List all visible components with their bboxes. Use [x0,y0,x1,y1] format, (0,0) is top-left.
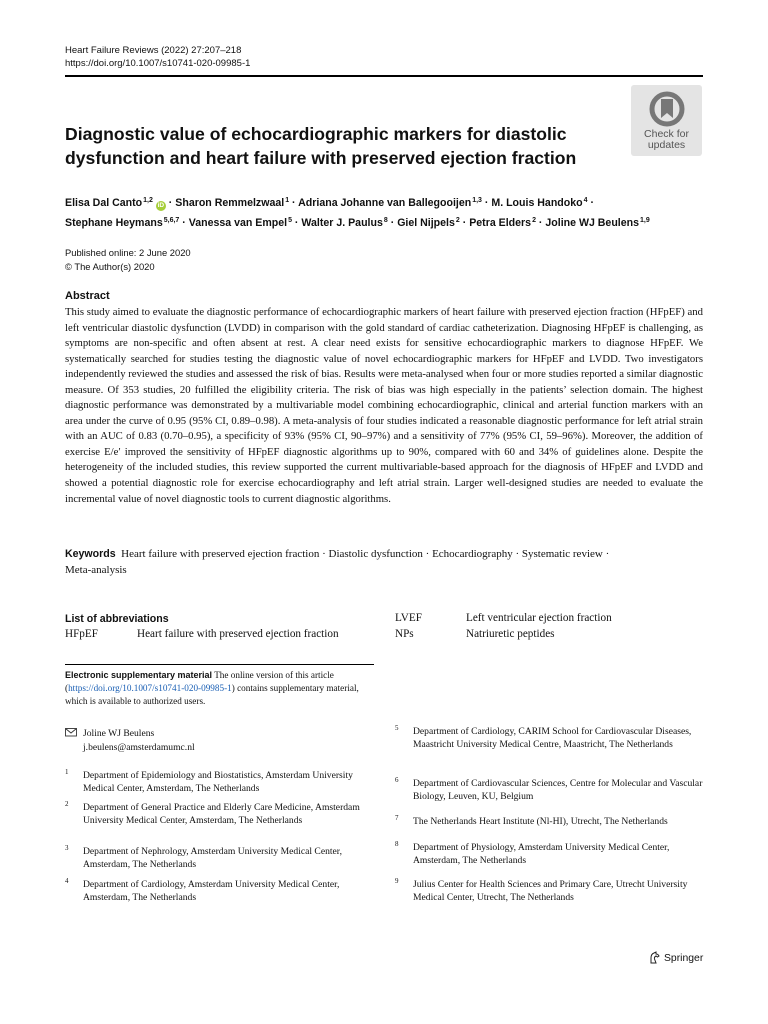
affiliation-item [395,842,703,867]
correspondence [65,727,195,754]
author-separator: · [459,217,470,229]
affiliation-number: 8 [395,840,399,848]
affiliation-text: Department of Epidemiology and Biostatistics, Amsterdam University Medical Center, Amsterdam, The Netherlands [83,770,353,794]
abbreviation-term: NPs [395,628,414,640]
affiliation-number: 4 [65,877,69,885]
author-separator: · [587,197,594,209]
journal-citation: Heart Failure Reviews (2022) 27:207–218 [65,45,242,56]
envelope-icon [65,727,77,737]
affiliation-number: 6 [395,776,399,784]
correspondence-email[interactable]: j.beulens@amsterdamumc.nl [83,741,195,753]
author-affiliation-ref: 1,2 [143,197,153,204]
author-name: Sharon Remmelzwaal [175,197,285,209]
supplementary-material-note [65,669,371,707]
author-separator: · [179,217,189,229]
author-affiliation-ref: 2 [532,217,536,224]
author-name: M. Louis Handoko [491,197,583,209]
author-separator: · [387,217,398,229]
affiliation-text: Department of Nephrology, Amsterdam University Medical Center, Amsterdam, The Netherlands [83,846,343,870]
abbreviation-definition: Natriuretic peptides [466,628,555,640]
esm-label: Electronic supplementary material [65,670,213,680]
author-affiliation-ref: 4 [583,197,588,204]
abbreviation-term: HFpEF [65,628,98,640]
affiliation-text: Department of Cardiovascular Sciences, Centre for Molecular and Vascular Biology, Leuven, KU, Belgium [413,778,703,802]
affiliation-number: 2 [65,800,69,808]
abstract-heading: Abstract [65,290,110,302]
author-affiliation-ref: 1,3 [472,197,482,204]
author-affiliation-ref: 8 [383,217,388,224]
author[interactable] [301,217,387,229]
header-rule [65,75,703,77]
publisher-logo [648,951,703,964]
author-name: Walter J. Paulus [301,217,383,229]
article-title: Diagnostic value of echocardiographic markers for diastolic dysfunction and heart failure with preserved ejection fraction [65,124,577,168]
author-affiliation-ref: 5 [288,217,292,224]
publisher-name: Springer [664,953,704,964]
author-name: Petra Elders [469,217,532,229]
author-affiliation-ref: 1 [285,197,290,204]
abbreviation-row [65,627,339,642]
affiliation-item [395,726,703,751]
author-separator: · [165,197,176,209]
affiliation-text: Julius Center for Health Sciences and Primary Care, Utrecht University Medical Center, Utrecht, The Netherlands [413,879,688,903]
author-name: Elisa Dal Canto [65,197,143,209]
author-separator: · [535,217,546,229]
abbreviation-definition: Heart failure with preserved ejection fraction [137,628,339,640]
author-name: Adriana Johanne van Ballegooijen [298,197,472,209]
author[interactable] [65,217,179,229]
author[interactable] [175,197,289,209]
copyright-text: The Author(s) 2020 [74,261,155,272]
affiliation-item [65,770,365,795]
author-name: Joline WJ Beulens [545,217,639,229]
abbreviation-row [395,611,612,626]
published-date: Published online: 2 June 2020 [65,247,191,258]
author-name: Stephane Heymans [65,217,163,229]
author[interactable] [491,197,587,209]
author-affiliation-ref: 1,9 [640,217,650,224]
esm-text-2: ) contains supplementary material, which is available to authorized users. [65,682,359,706]
keywords-line1: Heart failure with preserved ejection fraction · Diastolic dysfunction · Echocardiography · Systematic review · [121,548,610,560]
author[interactable] [65,197,166,209]
author-affiliation-ref: 5,6,7 [163,217,180,224]
author-separator: · [289,197,299,209]
copyright-line [65,260,191,274]
affiliation-number: 1 [65,768,69,776]
author[interactable] [469,217,536,229]
badge-line1: Check for [644,128,689,140]
affiliation-number: 3 [65,844,69,852]
affiliation-number: 7 [395,814,399,822]
affiliation-text: Department of General Practice and Elderly Care Medicine, Amsterdam University Medical Center, Amsterdam, The Netherlands [83,802,360,826]
affiliation-number: 9 [395,877,399,885]
affiliation-item [395,816,703,829]
badge-line2: updates [647,139,686,151]
keywords-label: Keywords [65,548,116,560]
bookmark-icon [649,91,685,127]
publication-info [65,246,191,274]
springer-horse-icon [648,951,661,964]
author[interactable] [189,217,292,229]
check-for-updates-badge[interactable] [631,85,702,156]
abbreviation-row [395,627,555,642]
keywords-line2: Meta-analysis [65,564,127,576]
author[interactable] [298,197,482,209]
abbreviation-term: LVEF [395,612,422,624]
affiliation-item [65,846,381,871]
affiliation-item [65,802,365,827]
abbreviations-heading: List of abbreviations [65,613,169,625]
esm-text-1: The online version of this article ( [65,670,334,693]
author-separator: · [481,197,492,209]
author-name: Giel Nijpels [397,217,455,229]
affiliation-text: Department of Cardiology, Amsterdam University Medical Center, Amsterdam, The Netherlands [83,879,340,903]
affiliation-number: 5 [395,724,399,732]
author-list [65,192,715,232]
author-separator: · [291,217,302,229]
journal-doi[interactable]: https://doi.org/10.1007/s10741-020-09985-1 [65,58,251,69]
keywords-section [65,546,703,578]
author-affiliation-ref: 2 [455,217,460,224]
correspondence-name: Joline WJ Beulens [83,728,155,739]
author[interactable] [545,217,649,229]
author-name: Vanessa van Empel [188,217,288,229]
affiliation-item [395,879,703,904]
affiliation-text: Department of Physiology, Amsterdam University Medical Center, Amsterdam, The Netherlands [413,842,670,866]
affiliation-item [65,879,381,904]
affiliation-text: The Netherlands Heart Institute (Nl-HI), Utrecht, The Netherlands [413,816,668,827]
affiliation-text: Department of Cardiology, CARIM School for Cardiovascular Diseases, Maastricht University Medical Centre, Maastricht, The Netherlands [413,726,692,750]
open-access-icon: © [65,261,72,272]
esm-rule [65,664,374,665]
abbreviation-definition: Left ventricular ejection fraction [466,612,612,624]
esm-link[interactable]: https://doi.org/10.1007/s10741-020-09985-1 [68,682,232,693]
journal-header [65,44,250,70]
author[interactable] [397,217,460,229]
affiliation-item [395,778,703,803]
orcid-icon[interactable]: iD [157,202,165,209]
abstract-text: This study aimed to evaluate the diagnostic performance of echocardiographic markers of heart failure with preserved ejection fraction (HFpEF) and left ventricular diastolic dysfunction (LVDD) in comparison with the gold standard of cardiac catheterization. Diagnosing HFpEF is challenging, as symptoms are non-specific and often absent at rest. A clear need exists for sensitive echocardiographic markers to diagnose HFpEF. We systematically searched for studies testing the diagnostic value of novel echocardiographic markers for HFpEF and LVDD. Two investigators independently reviewed the studies and assessed the risk of bias. Results were meta-analysed when four or more studies reported a similar diagnostic measure. Of 353 studies, 20 fulfilled the eligibility criteria. The risk of bias was high especially in the patients’ selection domain. The highest diagnostic performance was demonstrated by a multivariable model combining echocardiographic, clinical and arterial function markers with an area under the curve of 0.95 (95% CI, 0.89–0.98). A meta-analysis of four studies indicated a reasonable diagnostic performance for left atrial strain with an AUC of 0.83 (0.70–0.95), a specificity of 93% (95% CI, 90–97%) and a sensitivity of 77% (95% CI, 59–96%). Moreover, the addition of exercise E/e′ improved the sensitivity of HFpEF diagnostic algorithms up to 90%, compared with 60 and 34% of guidelines alone. Despite the heterogeneity of the included studies, this review supported the current multivariable-based approach for the diagnosis of HFpEF and LVDD and showed a potential diagnostic role for exercise echocardiography and left atrial strain. Larger well-designed studies are needed to evaluate the incremental value of novel diagnostic tools to current diagnostic algorithms. [65,306,703,505]
